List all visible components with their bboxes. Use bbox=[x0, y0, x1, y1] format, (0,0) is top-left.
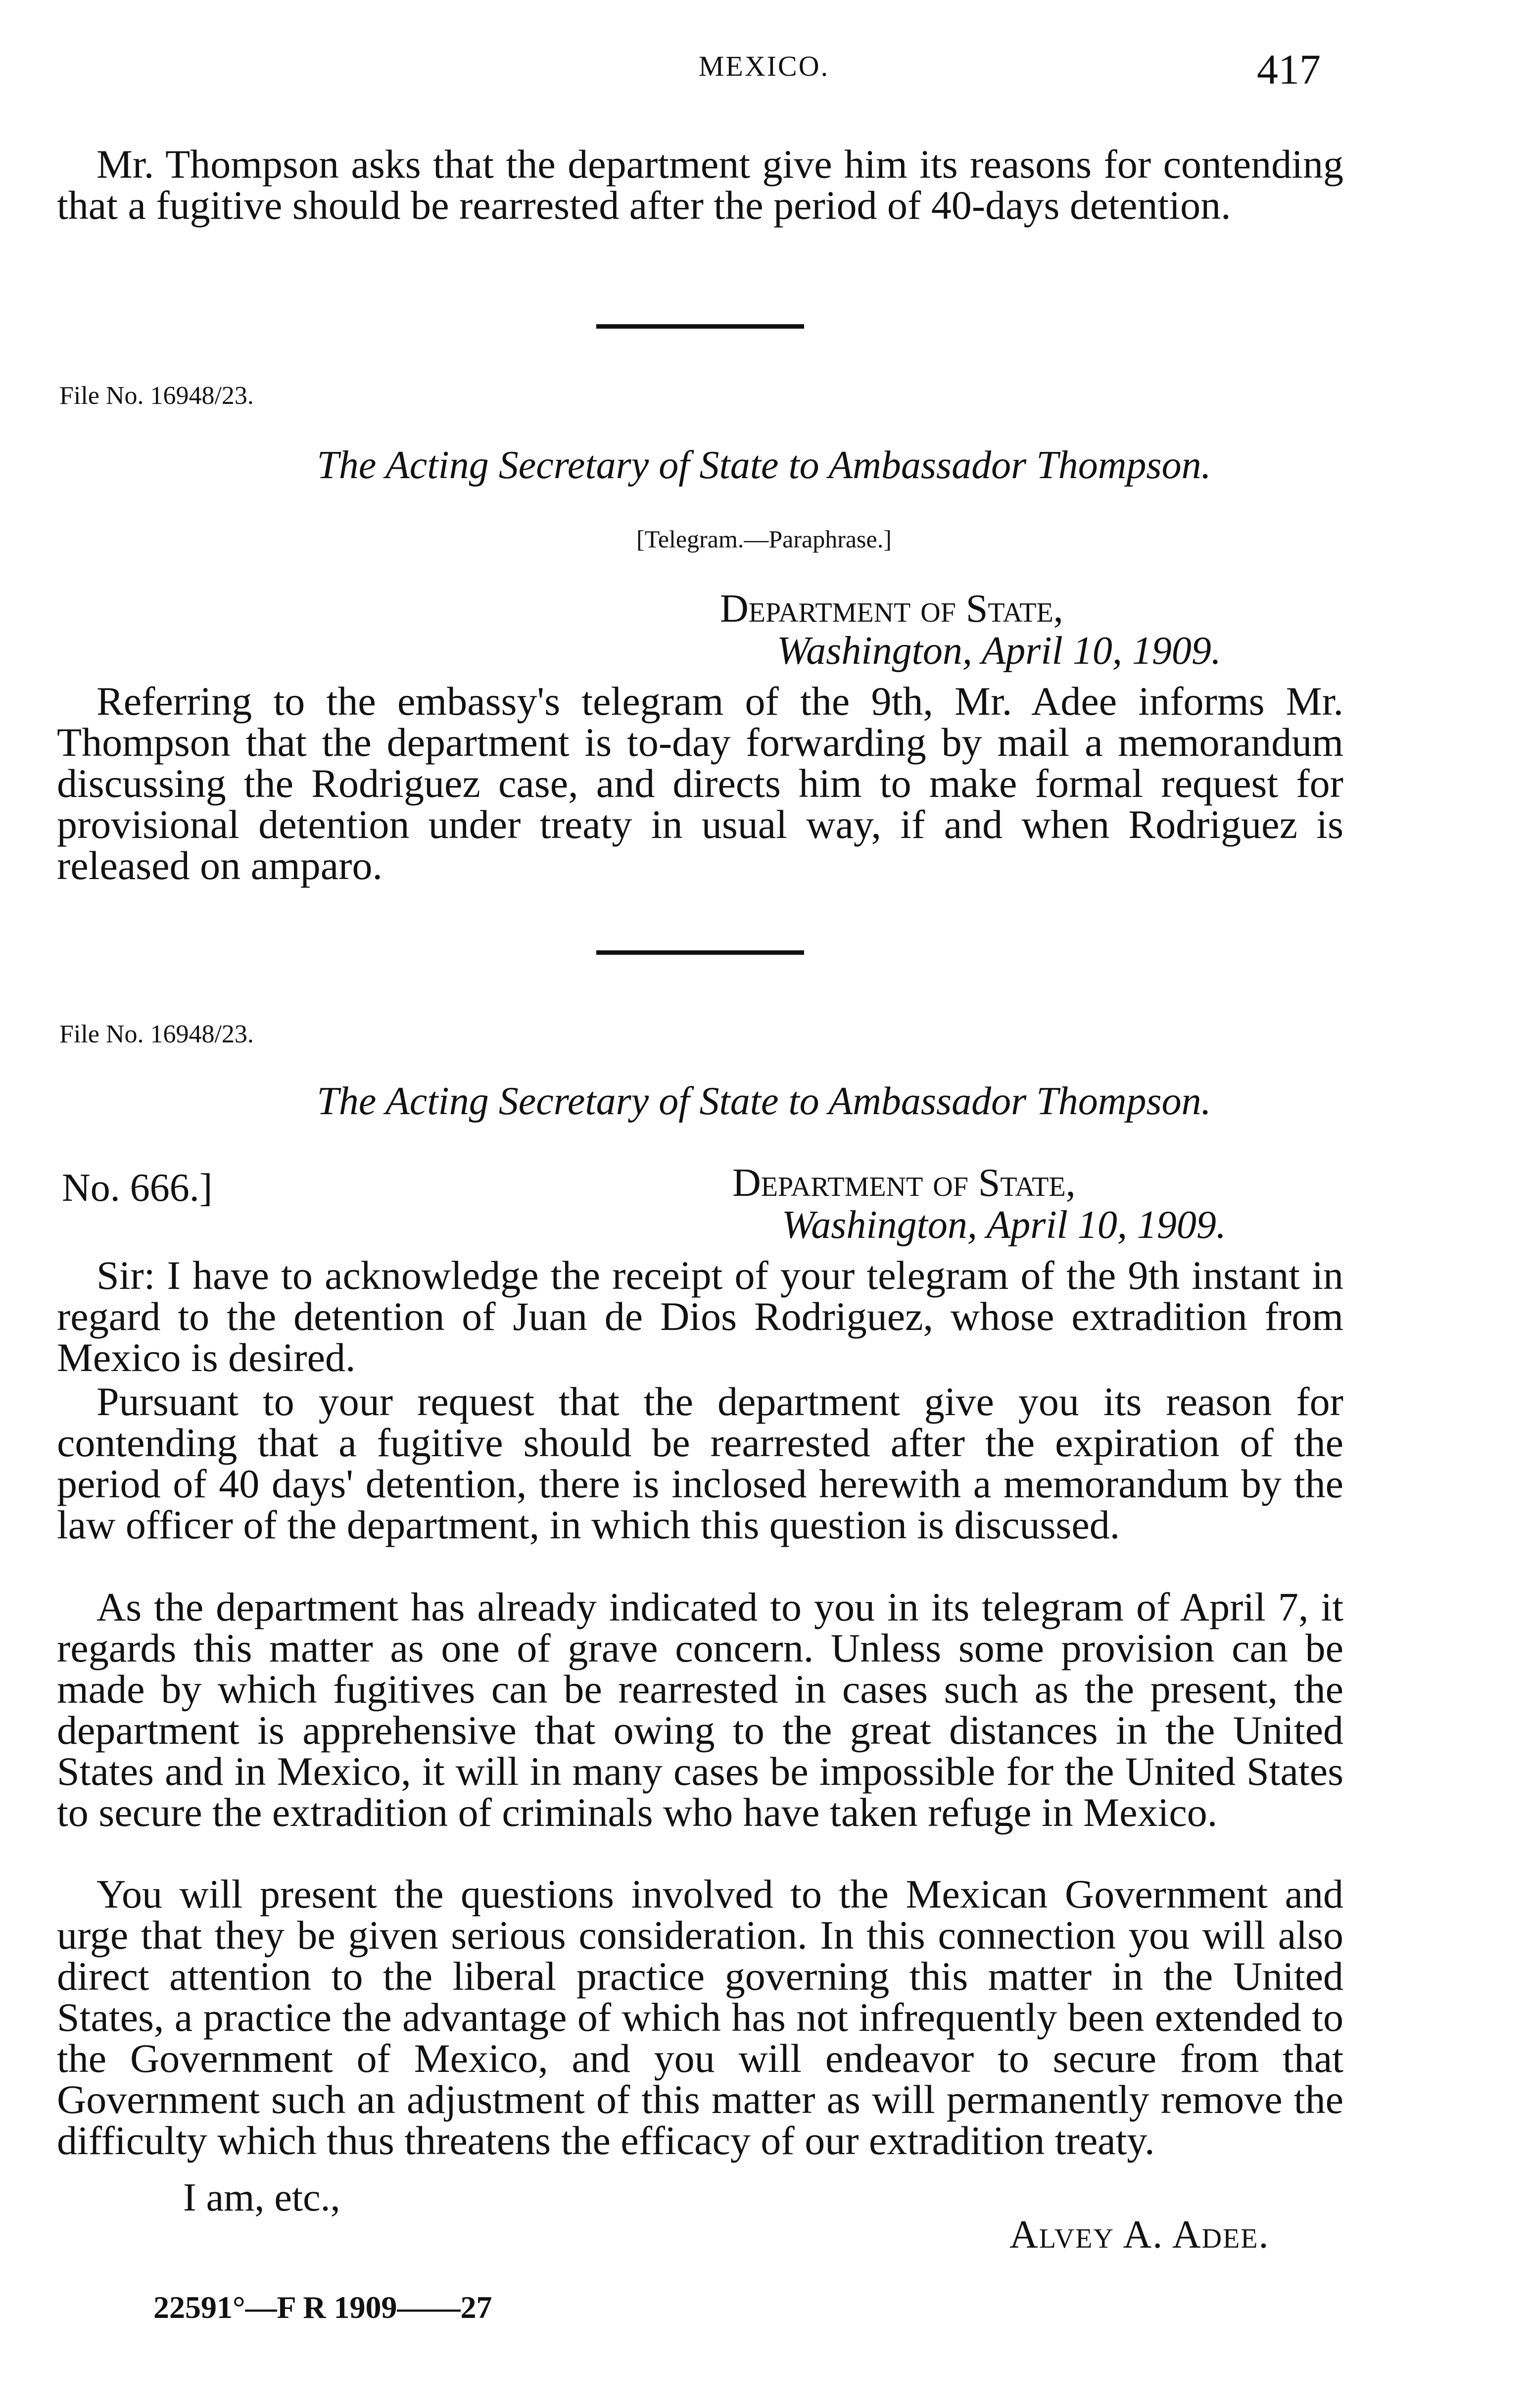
letter-paragraph: Pursuant to your request that the department give you its reason for contending that a fugitive should be rearrested after the expiration of the period of 40 days' detention, there is inclosed herewith a memorandum by the law officer of the department, in which this question is discussed. bbox=[57, 1379, 1343, 1547]
telegram-note: [Telegram.—Paraphrase.] bbox=[636, 525, 892, 553]
telegram-body: Referring to the embassy's telegram of the 9th, Mr. Adee informs Mr. Thompson that the department is to-day forwarding by mail a memorandum discussing the Rodriguez case, and directs him to make formal request for provisional detention under treaty in usual way, if and when Rodriguez is released on amparo. bbox=[57, 679, 1343, 888]
footer-code: 22591°—F R 1909——27 bbox=[153, 2290, 492, 2325]
dateline: Washington, April 10, 1909. bbox=[777, 629, 1221, 673]
department-heading: Department of State, bbox=[720, 587, 1063, 631]
letter-paragraph: You will present the questions involved to the Mexican Government and urge that they be given serious consideration. In this connection you will also direct attention to the liberal practice governing this matter in the United States, a practice the advantage of which has not infrequently been extended to the Government of Mexico, and you will endeavor to secure from that Government such an adjustment of this matter as will permanently remove the difficulty which thus threatens the efficacy of our extradition treaty. bbox=[57, 1871, 1343, 2163]
dateline: Washington, April 10, 1909. bbox=[782, 1203, 1226, 1247]
intro-paragraph: Mr. Thompson asks that the department give him its reasons for contending that a fugitive should be rearrested after the period of 40-days detention. bbox=[57, 142, 1343, 228]
closing-phrase: I am, etc., bbox=[183, 2176, 340, 2219]
document-title: The Acting Secretary of State to Ambassador Thompson. bbox=[317, 443, 1211, 487]
signature: Alvey A. Adee. bbox=[1009, 2213, 1270, 2257]
file-number: File No. 16948/23. bbox=[59, 1020, 254, 1048]
letter-paragraph: Sir: I have to acknowledge the receipt of your telegram of the 9th instant in regard to the detention of Juan de Dios Rodriguez, whose extradition from Mexico is desired. bbox=[57, 1253, 1343, 1380]
page-number: 417 bbox=[1257, 46, 1321, 93]
section-divider bbox=[596, 950, 804, 955]
section-divider bbox=[596, 324, 804, 329]
document-number: No. 666.] bbox=[62, 1166, 213, 1210]
letter-paragraph: As the department has already indicated to you in its telegram of April 7, it regards this matter as one of grave concern. Unless some provision can be made by which fugitives can be rearrested in cases such as the present, the department is apprehensive that owing to the great distances in the United States and in Mexico, it will in many cases be impossible for the United States to secure the extradition of criminals who have taken refuge in Mexico. bbox=[57, 1584, 1343, 1835]
file-number: File No. 16948/23. bbox=[59, 382, 254, 410]
document-title: The Acting Secretary of State to Ambassador Thompson. bbox=[317, 1080, 1211, 1123]
department-heading: Department of State, bbox=[732, 1161, 1076, 1205]
running-title: MEXICO. bbox=[698, 50, 830, 82]
